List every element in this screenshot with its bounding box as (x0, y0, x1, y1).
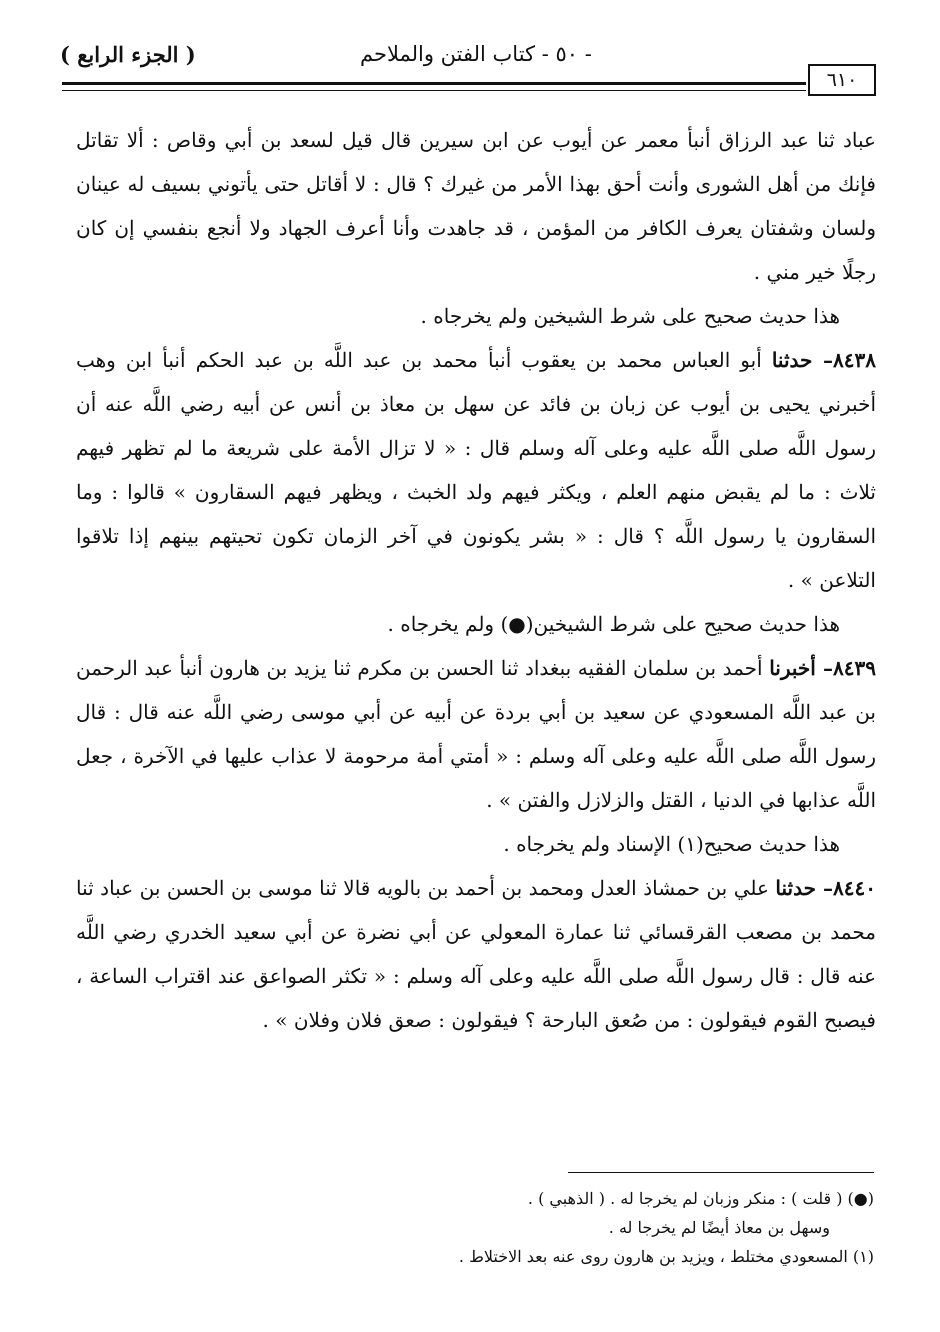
hadith-number: ٨٤٣٨ (833, 348, 876, 372)
footnotes (114, 1184, 874, 1271)
hadith-text: علي بن حمشاذ العدل ومحمد بن أحمد بن بالويه قالا ثنا موسى بن الحسن بن عباد ثنا محمد بن مصعب القرقسائي ثنا عمارة المعولي عن أبي نضرة عن أبي سعيد الخدري رضي اللَّه عنه قال : قال رسول اللَّه صلى اللَّه عليه وعلى آله وسلم : « تكثر الصواعق عند اقتراب الساعة ، فيصبح القوم فيقولون : من صُعق البارحة ؟ فيقولون : صعق فلان وفلان » . (76, 876, 876, 1032)
hadith-8438 (76, 338, 876, 602)
hadith-dash: – (812, 348, 834, 372)
hadith-dash: – (815, 656, 834, 680)
grading-statement: هذا حديث صحيح(١) الإسناد ولم يخرجاه . (503, 832, 840, 856)
footnote-marker-a: (●) ( قلت ) : منكر وزبان لم يخرجا له . ( الذهبي ) . (527, 1189, 874, 1208)
hadith-dash: – (815, 876, 834, 900)
grading-statement: هذا حديث صحيح على شرط الشيخين(●) ولم يخرجاه . (387, 612, 840, 636)
footnote-marker-a-continued: وسهل بن معاذ أيضًا لم يخرجا له . (608, 1218, 830, 1237)
header-rule (62, 82, 806, 85)
volume-label: ( الجزء الرابع ) (60, 42, 196, 67)
hadith-8439 (76, 646, 876, 822)
grading-statement: هذا حديث صحيح على شرط الشيخين ولم يخرجاه . (420, 304, 840, 328)
running-head (60, 38, 876, 91)
hadith-lead-word: حدثنا (775, 876, 816, 900)
footnote-rule (568, 1172, 874, 1173)
paragraph-continued: عباد ثنا عبد الرزاق أنبأ معمر عن أيوب عن ابن سيرين قال قيل لسعد بن أبي وقاص : ألا تقاتل فإنك من أهل الشورى وأنت أحق بهذا الأمر من غيرك ؟ قال : لا أقاتل حتى يأتوني بسيف له عينان ولسان وشفتان يعرف الكافر من المؤمن ، قد جاهدت وأنا أعرف الجهاد ولا أنجع بنفسي إن كان رجلًا خير مني . (76, 128, 876, 284)
header-rule-thin (62, 90, 806, 91)
hadith-number: ٨٤٤٠ (833, 876, 876, 900)
hadith-number: ٨٤٣٩ (833, 656, 876, 680)
hadith-text: أحمد بن سلمان الفقيه ببغداد ثنا الحسن بن مكرم ثنا يزيد بن هارون أنبأ عبد الرحمن بن عبد اللَّه المسعودي عن سعيد بن أبي بردة عن أبيه عن أبي موسى رضي اللَّه عنه قال : قال رسول اللَّه صلى اللَّه عليه وعلى آله وسلم : « أمتي أمة مرحومة لا عذاب عليها في الآخرة ، جعل اللَّه عذابها في الدنيا ، القتل والزلازل والفتن » . (76, 656, 876, 812)
footnote-1: (١) المسعودي مختلط ، ويزيد بن هارون روى عنه بعد الاختلاط . (458, 1247, 874, 1266)
hadith-lead-word: حدثنا (771, 348, 813, 372)
hadith-lead-word: أخبرنا (769, 656, 816, 680)
hadith-8440 (76, 866, 876, 1042)
hadith-text: أبو العباس محمد بن يعقوب أنبأ محمد بن عبد اللَّه بن عبد الحكم أنبأ ابن وهب أخبرني يحيى بن أيوب عن زبان بن فائد عن سهل بن معاذ بن أنس عن أبيه رضي اللَّه عنه أن رسول اللَّه صلى اللَّه عليه وعلى آله وسلم قال : « لا تزال الأمة على شريعة ما لم تظهر فيهم ثلاث : ما لم يقبض منهم العلم ، ويكثر فيهم ولد الخبث ، ويظهر فيهم السقارون » قالوا : وما السقارون يا رسول اللَّه ؟ قال : « بشر يكونون في آخر الزمان تكون تحيتهم بينهم إذا تلاقوا التلاعن » . (76, 348, 877, 592)
page-number: ٦١٠ (808, 64, 876, 96)
main-text (76, 118, 876, 1042)
chapter-title: - ٥٠ - كتاب الفتن والملاحم (360, 42, 592, 66)
